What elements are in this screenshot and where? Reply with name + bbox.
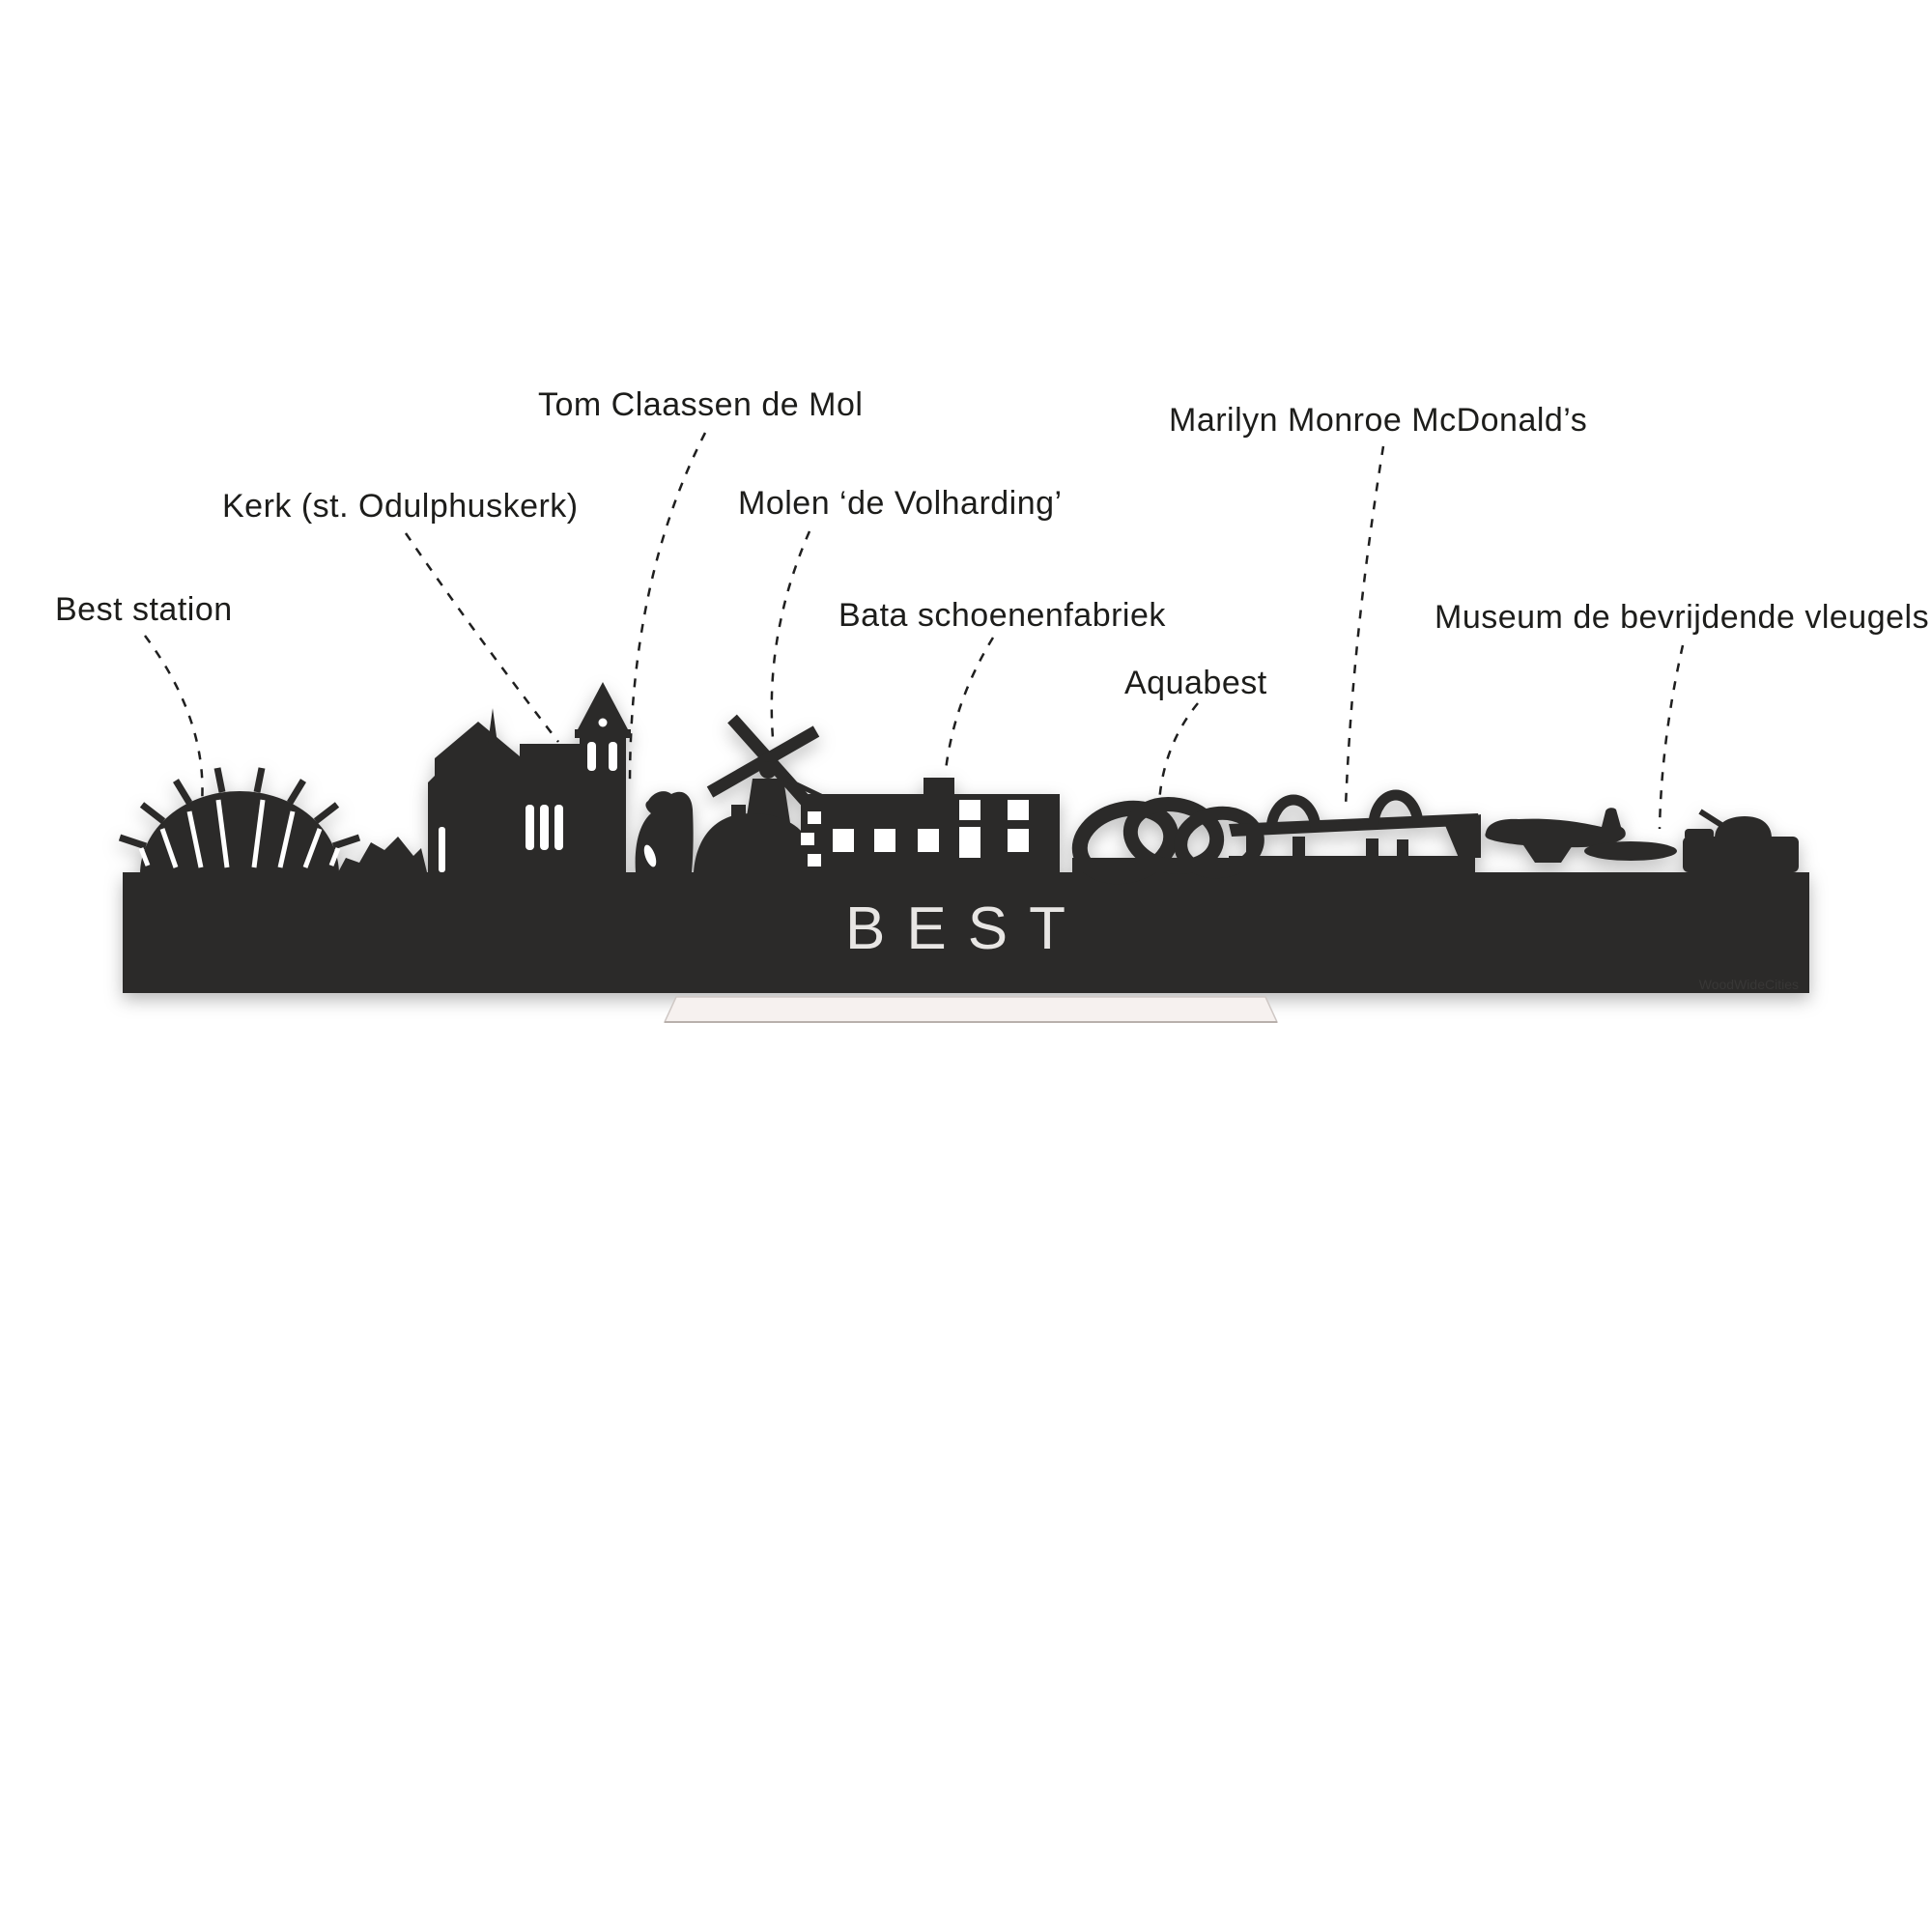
museum-airplane <box>1485 808 1677 863</box>
windmill-barn <box>694 813 812 872</box>
windmill-hub <box>759 761 777 779</box>
label-tom-claassen-de-mol: Tom Claassen de Mol <box>538 386 864 423</box>
leader-lines <box>145 433 1683 829</box>
display-stand <box>665 997 1277 1022</box>
mole-sculpture <box>636 791 694 872</box>
pointer-line-molen <box>772 531 810 738</box>
label-kerk-odulphuskerk: Kerk (st. Odulphuskerk) <box>222 488 579 525</box>
pointer-line-bata <box>946 638 993 770</box>
label-museum-bevrijdende-vleugels: Museum de bevrijdende vleugels <box>1435 599 1930 636</box>
label-bata-schoenenfabriek: Bata schoenenfabriek <box>838 597 1166 634</box>
airplane-wing <box>1523 845 1573 863</box>
airplane-pedestal-wing <box>1584 841 1677 861</box>
barn-chimney <box>731 805 746 824</box>
vehicle-gun <box>1700 811 1721 825</box>
pointer-line-museum <box>1660 645 1683 829</box>
vehicle-turret <box>1715 816 1772 838</box>
label-marilyn-monroe-mcdonalds: Marilyn Monroe McDonald’s <box>1169 402 1588 439</box>
city-name-cutout: BEST <box>845 895 1087 962</box>
vehicle-hood <box>1685 829 1714 840</box>
pointer-line-marilyn <box>1346 446 1383 808</box>
pointer-line-kerk <box>406 533 558 742</box>
mole-body <box>636 791 694 872</box>
airplane-fuselage <box>1485 808 1625 847</box>
church-odulphuskerk <box>428 682 631 872</box>
mcdonalds-rail <box>1229 856 1475 872</box>
bata-factory <box>801 778 1060 872</box>
church-tower <box>580 734 626 872</box>
label-aquabest: Aquabest <box>1124 665 1267 701</box>
label-best-station: Best station <box>55 591 233 628</box>
label-molen-de-volharding: Molen ‘de Volharding’ <box>738 485 1063 522</box>
pointer-line-best-station <box>145 636 203 804</box>
military-vehicle <box>1683 811 1799 872</box>
vehicle-body <box>1683 837 1799 872</box>
skyline-silhouette <box>120 682 1809 993</box>
pointer-line-aquabest <box>1159 703 1198 803</box>
church-needle-spire <box>488 708 497 744</box>
stand-strip <box>665 997 1277 1022</box>
aquabest-slides <box>1072 798 1262 887</box>
best-station-dome <box>120 768 359 874</box>
pointer-line-tom-claassen <box>630 433 705 784</box>
brand-watermark: WoodWideCities <box>1698 977 1799 992</box>
mcdonalds-building <box>1229 795 1481 872</box>
factory-roof-block <box>923 778 954 795</box>
